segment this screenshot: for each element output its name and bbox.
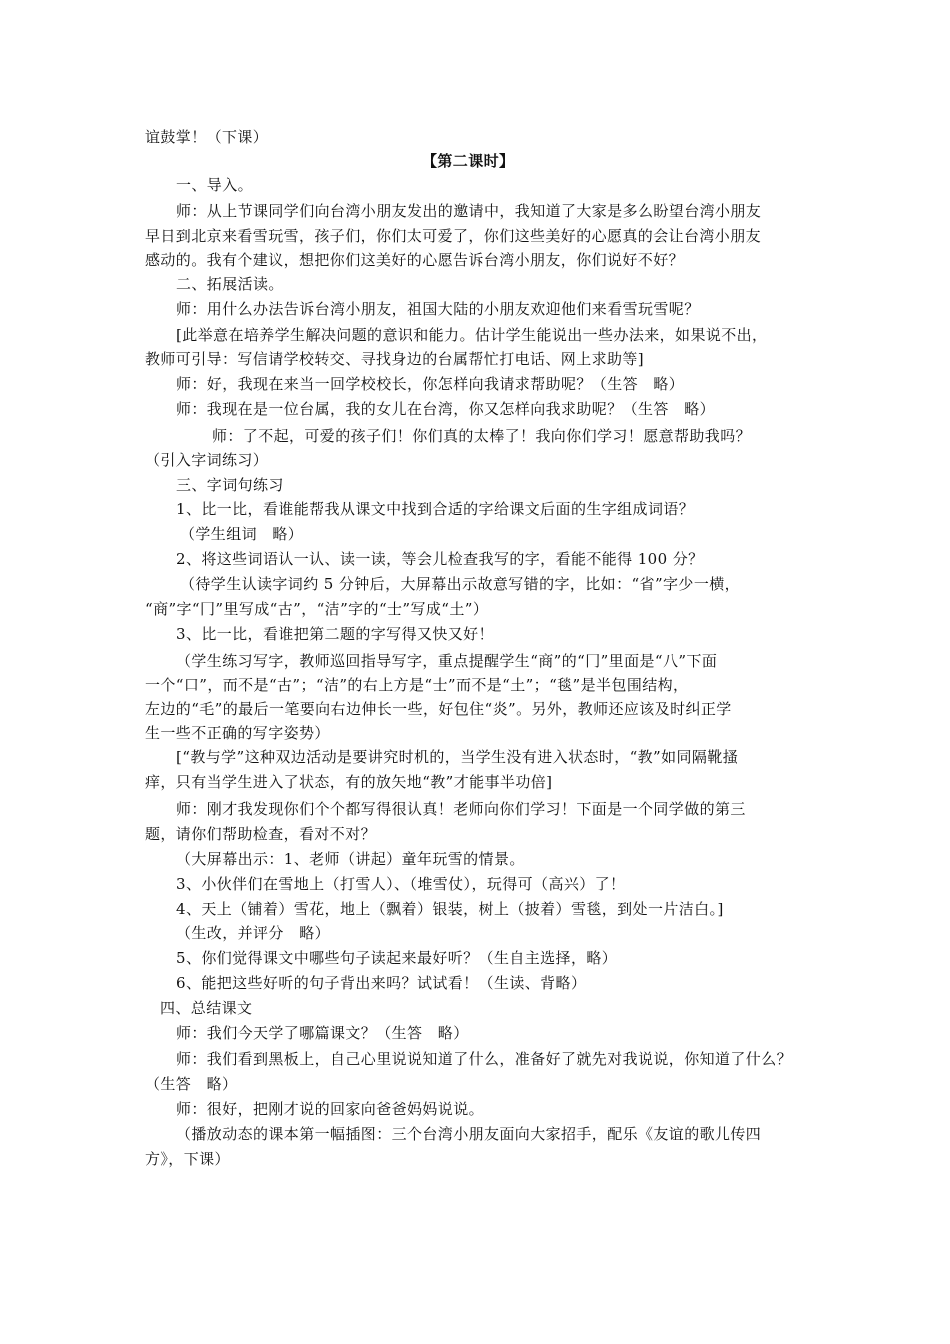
text-line: 5、你们觉得课文中哪些句子读起来最好听？（生自主选择，略） (176, 949, 618, 967)
text-line: 2、将这些词语认一认、读一读，等会儿检查我写的字，看能不能得 100 分？ (176, 550, 704, 568)
section-heading: 四、总结课文 (160, 999, 253, 1017)
text-line: 师：我们今天学了哪篇课文？（生答 略） (176, 1024, 469, 1042)
text-line: （播放动态的课本第一幅插图：三个台湾小朋友面向大家招手，配乐《友谊的歌儿传四 (176, 1125, 762, 1143)
text-line: 早日到北京来看雪玩雪，孩子们，你们太可爱了，你们这些美好的心愿真的会让台湾小朋友 (145, 227, 762, 245)
text-line: 师：很好，把刚才说的回家向爸爸妈妈说说。 (176, 1100, 485, 1118)
text-line: “商”字“冂”里写成“古”，“洁”字的“士”写成“土”） (145, 600, 489, 618)
text-line: 师：我们看到黑板上，自己心里说说知道了什么，准备好了就先对我说说，你知道了什么？ (176, 1050, 793, 1068)
text-line: 一个“口”，而不是“古”；“洁”的右上方是“士”而不是“土”；“毯”是半包围结构， (145, 676, 689, 694)
text-line: 教师可引导：写信请学校转交、寻找身边的台属帮忙打电话、网上求助等] (145, 350, 645, 368)
text-line: （学生练习写字，教师巡回指导写字，重点提醒学生“商”的“冂”里面是“八”下面 (176, 652, 718, 670)
text-line: 谊鼓掌！（下课） (145, 128, 269, 146)
text-line: 3、小伙伴们在雪地上（打雪人）、（堆雪仗），玩得可（高兴）了！ (176, 875, 626, 893)
section-heading: 一、导入。 (176, 176, 254, 194)
text-line: 感动的。我有个建议，想把你们这美好的心愿告诉台湾小朋友，你们说好不好？ (145, 251, 685, 269)
text-line: 方》，下课） (145, 1150, 230, 1168)
section-heading: 三、字词句练习 (176, 476, 284, 494)
text-line: （待学生认读字词约 5 分钟后，大屏幕出示故意写错的字，比如：“省”字少一横， (180, 575, 741, 593)
text-line: [此举意在培养学生解决问题的意识和能力。估计学生能说出一些办法来，如果说不出， (176, 326, 768, 344)
text-line: （大屏幕出示：1、老师（讲起）童年玩雪的情景。 (176, 850, 525, 868)
text-line: 4、天上（铺着）雪花，地上（飘着）银装，树上（披着）雪毯，到处一片洁白。] (176, 900, 724, 918)
text-line: 3、比一比，看谁把第二题的字写得又快又好！ (176, 625, 494, 643)
text-line: （引入字词练习） (145, 451, 269, 469)
text-line: 师：我现在是一位台属，我的女儿在台湾，你又怎样向我求助呢？（生答 略） (176, 400, 716, 418)
text-line: 师：刚才我发现你们个个都写得很认真！老师向你们学习！下面是一个同学做的第三 (176, 800, 746, 818)
text-line: 左边的“毛”的最后一笔要向右边伸长一些，好包住“炎”。另外，教师还应该及时纠正学 (145, 700, 732, 718)
text-line: 师：从上节课同学们向台湾小朋友发出的邀请中，我知道了大家是多么盼望台湾小朋友 (176, 202, 762, 220)
text-line: （学生组词 略） (180, 525, 304, 543)
text-line: （生改，并评分 略） (176, 924, 331, 942)
section-heading: 二、拓展活读。 (176, 275, 284, 293)
text-line: 6、能把这些好听的句子背出来吗？试试看！（生读、背略） (176, 974, 587, 992)
text-line: 1、比一比，看谁能帮我从课文中找到合适的字给课文后面的生字组成词语？ (176, 500, 695, 518)
text-line: 师：了不起，可爱的孩子们！你们真的太棒了！我向你们学习！愿意帮助我吗？ (212, 427, 752, 445)
text-line: 生一些不正确的写字姿势） (145, 724, 330, 742)
text-line: [“教与学”这种双边活动是要讲究时机的，当学生没有进入状态时，“教”如同隔靴搔 (176, 748, 739, 766)
text-line: （生答 略） (145, 1075, 238, 1093)
section-heading: 【第二课时】 (422, 152, 515, 170)
text-line: 师：好，我现在来当一回学校校长，你怎样向我请求帮助呢？（生答 略） (176, 375, 685, 393)
text-line: 痒，只有当学生进入了状态，有的放矢地“教”才能事半功倍] (145, 773, 553, 791)
text-line: 题，请你们帮助检查，看对不对？ (145, 825, 377, 843)
text-line: 师：用什么办法告诉台湾小朋友，祖国大陆的小朋友欢迎他们来看雪玩雪呢？ (176, 300, 700, 318)
